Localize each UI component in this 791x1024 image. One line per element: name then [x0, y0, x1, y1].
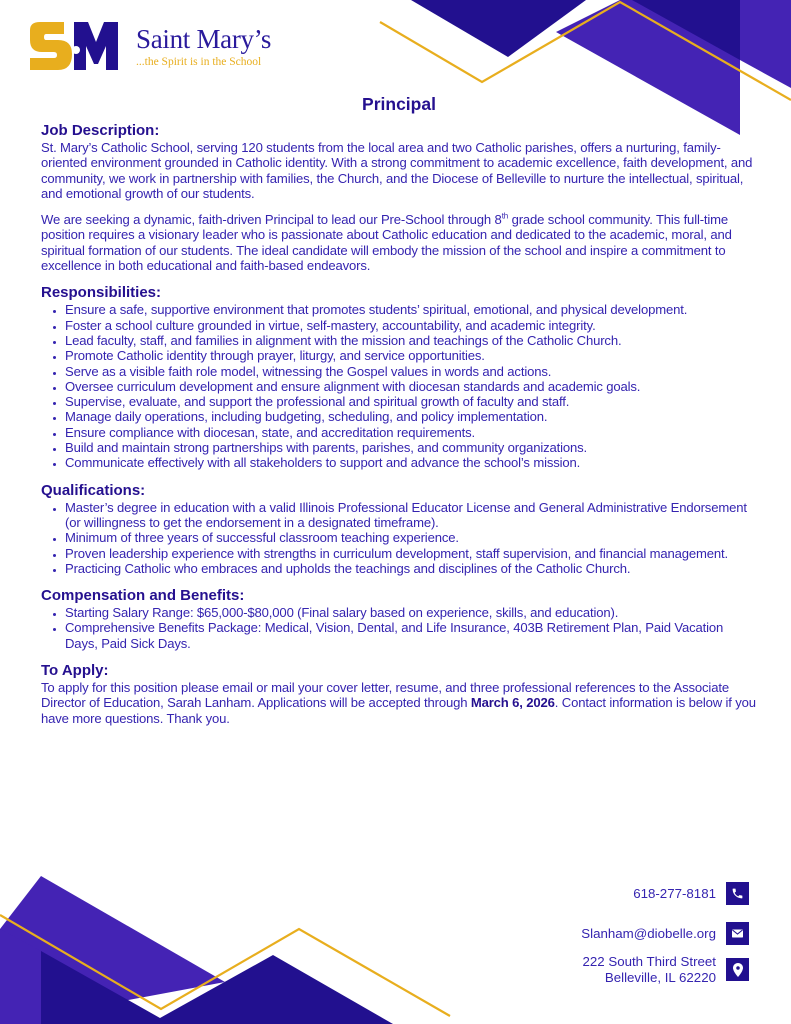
apply-paragraph	[41, 680, 757, 726]
application-deadline: March 6, 2026	[470, 695, 555, 711]
list-item: • Build and maintain strong partnerships with parents, parishes, and community organizations.	[65, 440, 757, 455]
list-item: • Ensure a safe, supportive environment that promotes students’ spiritual, emotional, and physical development.	[65, 302, 757, 317]
page-title: Principal	[362, 94, 436, 114]
paragraph-text: We are seeking a dynamic, faith-driven Principal to lead our Pre-School through 8	[41, 212, 502, 228]
list-item: • Manage daily operations, including budgeting, scheduling, and policy implementation.	[65, 409, 757, 424]
list-item: • Oversee curriculum development and ensure alignment with diocesan standards and academic goals.	[65, 379, 757, 394]
list-item: • Supervise, evaluate, and support the professional and spiritual growth of faculty and staff.	[65, 394, 757, 409]
bottom-light-left	[0, 929, 41, 1024]
bottom-light-band	[0, 876, 225, 1024]
bottom-gold-line	[0, 915, 450, 1016]
mail-icon	[726, 922, 749, 945]
contact-address	[582, 954, 749, 985]
top-gold-line	[380, 2, 791, 100]
job-description-paragraph-1: St. Mary’s Catholic School, serving 120 students from the local area and two Catholic parishes, offers a nurturing, family-oriented environment grounded in Catholic identity. With a strong commitment to academic excellence, faith development, and community, we work in partnership with families, the Church, and the Diocese of Belleville to nurture the intellectual, spiritual, and emotional growth of our students.	[41, 140, 753, 201]
top-dark-triangle	[411, 0, 586, 57]
sm-monogram-logo	[26, 20, 122, 72]
paragraph-text: . Contact information is below if you have more questions. Thank you.	[41, 695, 756, 726]
list-item: • Promote Catholic identity through prayer, liturgy, and service opportunities.	[65, 348, 757, 363]
list-item: • Minimum of three years of successful classroom teaching experience.	[65, 530, 757, 545]
contact-email[interactable]	[581, 922, 749, 945]
brand-logo	[26, 20, 271, 72]
map-pin-icon	[726, 958, 749, 981]
bottom-dark-shape	[41, 951, 393, 1024]
phone-icon	[726, 882, 749, 905]
contact-phone[interactable]	[633, 882, 749, 905]
email-address[interactable]: Slanham@diobelle.org	[581, 925, 716, 941]
responsibilities-list	[41, 302, 757, 470]
compensation-list	[41, 605, 757, 651]
list-item: • Ensure compliance with diocesan, state, and accreditation requirements.	[65, 425, 757, 440]
responsibilities-heading: Responsibilities:	[41, 284, 162, 302]
list-item: • Practicing Catholic who embraces and upholds the teachings and disciplines of the Catholic Church.	[65, 561, 757, 576]
job-description-heading: Job Description:	[41, 122, 160, 139]
list-item: • Serve as a visible faith role model, witnessing the Gospel values in words and actions.	[65, 364, 757, 379]
qualifications-list	[41, 500, 757, 576]
top-right-band	[740, 0, 791, 88]
job-description-paragraph-2	[41, 212, 757, 273]
paragraph-text: grade school community. This full-time position requires a visionary leader who is passionate about Catholic education and dedicated to the academic, moral, and spiritual formation of our students. The ideal candidate will embody the mission of the school and inspire a commitment to excellence in both educational and faith-based endeavors.	[41, 212, 732, 274]
address-line-2: Belleville, IL 62220	[604, 969, 716, 985]
brand-name: Saint Mary’s	[136, 24, 272, 54]
list-item: • Starting Salary Range: $65,000-$80,000 (Final salary based on experience, skills, and education).	[65, 605, 757, 620]
ordinal-suffix: th	[501, 211, 509, 221]
qualifications-heading: Qualifications:	[41, 481, 146, 499]
paragraph-text: To apply for this position please email or mail your cover letter, resume, and three professional references to the Associate Director of Education, Sarah Lanham. Applications will be accepted through	[41, 680, 729, 711]
list-item: • Comprehensive Benefits Package: Medical, Vision, Dental, and Life Insurance, 403B Retirement Plan, Paid Vacation Days, Paid Sick Days.	[65, 620, 757, 651]
apply-heading: To Apply:	[41, 662, 109, 680]
list-item: • Proven leadership experience with strengths in curriculum development, staff supervision, and financial management.	[65, 546, 757, 561]
postal-address	[582, 954, 716, 985]
list-item: • Lead faculty, staff, and families in alignment with the mission and teachings of the Catholic Church.	[65, 333, 757, 348]
list-item: • Communicate effectively with all stakeholders to support and advance the school’s mission.	[65, 455, 757, 470]
top-dark-band	[632, 0, 740, 60]
compensation-heading: Compensation and Benefits:	[41, 587, 245, 605]
list-item: • Master’s degree in education with a valid Illinois Professional Educator License and General Administrative Endorsement (or willingness to get the endorsement in a designated timeframe).	[65, 500, 757, 531]
list-item: • Foster a school culture grounded in virtue, self-mastery, accountability, and academic integrity.	[65, 318, 757, 333]
address-line-1: 222 South Third Street	[582, 954, 716, 969]
job-posting	[41, 93, 757, 726]
brand-tagline: ...the Spirit is in the School	[136, 56, 262, 68]
phone-number[interactable]: 618-277-8181	[633, 885, 716, 901]
